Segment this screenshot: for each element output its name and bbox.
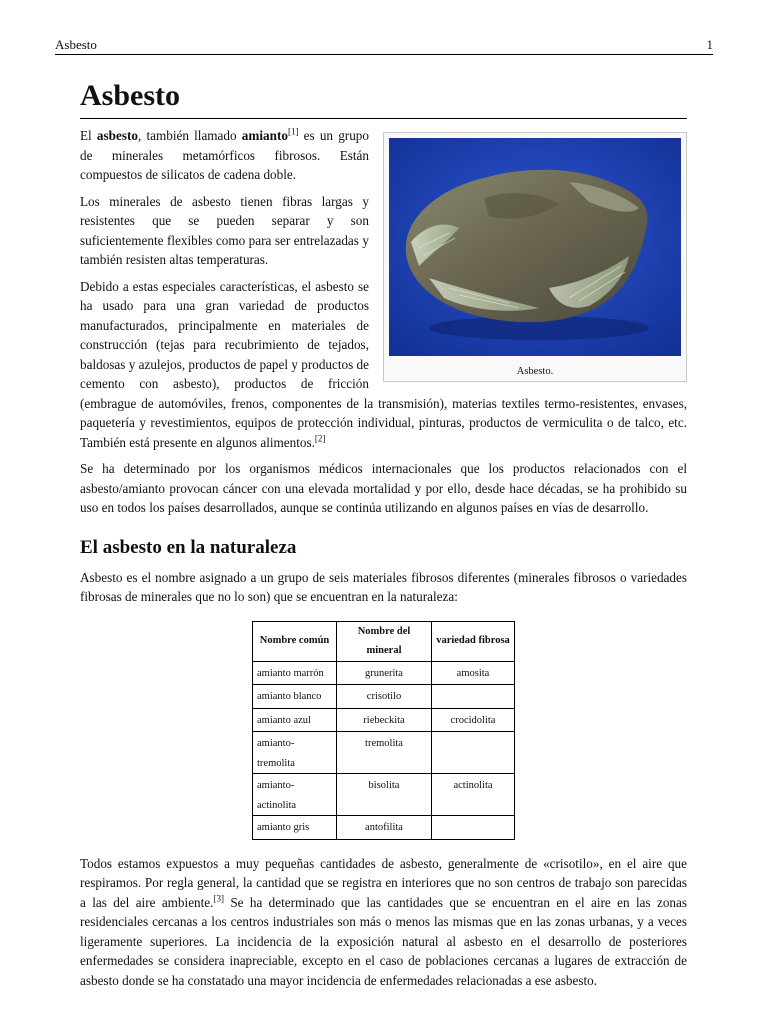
table-cell: amianto gris [253, 816, 337, 840]
asbestos-rock-image [389, 138, 681, 356]
page-number: 1 [706, 37, 713, 52]
term-amianto: amianto [241, 128, 288, 143]
table-cell: amianto blanco [253, 685, 337, 709]
column-header: variedad fibrosa [432, 621, 515, 661]
reference-link-2[interactable]: [2] [314, 433, 326, 444]
intro-text-3: es un grupo de minerales metamórficos fibrosos. Están compuestos de silicatos de cadena doble. [80, 128, 369, 182]
table-cell: amianto marrón [253, 661, 337, 685]
table-cell: riebeckita [337, 708, 432, 732]
term-asbesto: asbesto [96, 128, 138, 143]
intro-text-2: , también llamado [137, 128, 242, 143]
table-cell: antofilita [337, 816, 432, 840]
exposure-text-2: Se ha determinado que las cantidades que se encuentran en el aire en las zonas residenciales cercanas a los centros industriales son más o menos las mismas que en las zonas urbanas, y a veces ligeramente superiores. La incidencia de la exposición natural al asbesto en el desarrollo de posteriores enfermedades se considera inapreciable, excepto en el caso de poblaciones cercanas a lugares de extracción de asbesto donde se ha constatado una mayor incidencia de enfermedades relacionadas a ese asbesto. [80, 894, 687, 988]
table-cell: actinolita [432, 774, 515, 816]
table-row [253, 661, 515, 685]
column-header: Nombre del mineral [337, 621, 432, 661]
health-paragraph: Se ha determinado por los organismos médicos internacionales que los productos relacionados con el asbesto/amianto provocan cáncer con una elevada mortalidad y por ello, desde hace décadas, se ha prohibido su uso en todos los países desarrollados, aunque se continúa utilizando en algunos países en vías de desarrollo. [80, 461, 687, 515]
reference-link-1[interactable]: [1] [287, 126, 299, 137]
exposure-paragraph [80, 854, 687, 991]
article-body [80, 126, 687, 997]
table-cell: grunerita [337, 661, 432, 685]
article-title: Asbesto [80, 76, 687, 119]
exposure-text-1: Todos estamos expuestos a muy pequeñas cantidades de asbesto, generalmente de «crisotilo», en el aire que respiramos. Por regla general, la cantidad que se registra en interiores que no son centros de trabajo son parecidas a las del aire ambiente. [80, 855, 687, 910]
figure-caption: Asbesto. [516, 366, 554, 377]
table-row [253, 708, 515, 732]
table-cell: amosita [432, 661, 515, 685]
running-header [55, 36, 713, 55]
table-cell [432, 816, 515, 840]
nature-paragraph: Asbesto es el nombre asignado a un grupo de seis materiales fibrosos diferentes (minerales fibrosos o variedades fibrosas de minerales que no lo son) que se encuentran en la naturaleza: [80, 569, 687, 604]
reference-link-3[interactable]: [3] [213, 893, 224, 904]
table-row [253, 816, 515, 840]
asbestos-photo [389, 138, 681, 356]
uses-text: Debido a estas especiales características, el asbesto se ha usado para una gran variedad de productos manufacturados, principalmente en materiales de construcción (tejas para recubrimiento de tejados, baldosas y azulejos, productos de papel y productos de cemento con asbesto), productos de fricción (embrague de automóviles, frenos, componentes de la transmisión), materias textiles termo-resistentes, envases, paquetería y revestimientos, equipos de protección individual, pinturas, productos de vermiculita o de talco, etc. También está presente en algunos alimentos. [80, 278, 687, 450]
table-header-row [253, 621, 515, 661]
intro-text-1: El [80, 128, 97, 143]
table-cell: crocidolita [432, 708, 515, 732]
section-heading: El asbesto en la naturaleza [80, 536, 297, 558]
figure-box [383, 132, 687, 382]
table-cell: amianto azul [253, 708, 337, 732]
table-cell: bisolita [337, 774, 432, 816]
minerals-table [252, 621, 515, 840]
table-row [253, 732, 515, 774]
table-cell [432, 685, 515, 709]
table-row [253, 685, 515, 709]
fibers-paragraph: Los minerales de asbesto tienen fibras largas y resistentes que se pueden separar y son suficientemente flexibles como para ser entrelazadas y también resisten altas temperaturas. [80, 193, 369, 267]
table-cell: tremolita [337, 732, 432, 774]
running-title: Asbesto [55, 37, 97, 52]
table-cell: amianto-tremolita [253, 732, 337, 774]
table-cell: amianto-actinolita [253, 774, 337, 816]
table-row [253, 774, 515, 816]
table-cell [432, 732, 515, 774]
table-cell: crisotilo [337, 685, 432, 709]
column-header: Nombre común [253, 621, 337, 661]
